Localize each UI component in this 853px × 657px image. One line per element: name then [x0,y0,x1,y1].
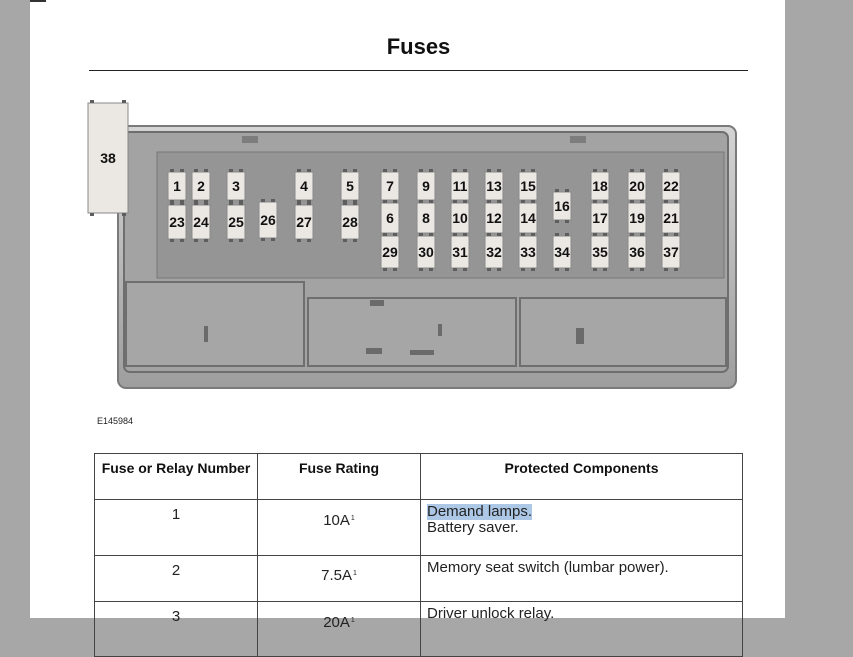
fuse-26 [259,199,277,241]
fuse-contact [194,239,198,242]
fuse-contact [353,169,357,172]
fuse-contact [383,200,387,203]
fuse-contact [122,213,126,216]
fuse-contact [664,268,668,271]
fuse-label: 8 [422,210,430,226]
fuse-contact [297,239,301,242]
fuse-37 [662,233,680,271]
component-text: Driver unlock relay. [427,605,555,622]
fuse-contact [640,268,644,271]
fuse-label: 25 [228,214,244,230]
fuse-label: 6 [386,210,394,226]
fuse-contact [343,202,347,205]
fuse-contact [674,200,678,203]
fuse-label: 36 [629,244,645,260]
fuse-label: 31 [452,244,468,260]
fuse-contact [297,169,301,172]
fuse-15 [519,169,537,203]
fuse-label: 17 [592,210,608,226]
fuse-contact [393,268,397,271]
fuse-contact [429,200,433,203]
table-row [95,602,743,657]
fuse-contact [393,233,397,236]
fuse-17 [591,200,609,236]
header-fuse-rating: Fuse Rating [258,454,421,500]
fuse-contact [229,169,233,172]
fuse-18 [591,169,609,203]
fuse-label: 16 [554,198,570,214]
fuse-label: 29 [382,244,398,260]
fuse-19 [628,200,646,236]
fuse-contact [419,200,423,203]
fuse-contact [194,202,198,205]
fuse-contact [630,200,634,203]
fuse-label: 12 [486,210,502,226]
fuse-contact [531,200,535,203]
fuse-contact [180,239,184,242]
fuse-label: 5 [346,178,354,194]
fuse-table [94,453,743,657]
fuse-contact [170,239,174,242]
fuse-7 [381,169,399,203]
fuse-27 [295,202,313,242]
fuse-rating: $7.5A^1$ [258,556,421,602]
fuse-contact [194,169,198,172]
fuse-contact [453,200,457,203]
title-divider [89,70,748,71]
fuse-contact [297,202,301,205]
manual-page [30,0,785,631]
fuse-36 [628,233,646,271]
fuse-label: 2 [197,178,205,194]
fuse-contact [239,169,243,172]
fuse-contact [555,189,559,192]
fuse-contact [419,169,423,172]
fuse-label: 24 [193,214,209,230]
fuse-contact [261,238,265,241]
fuse-12 [485,200,503,236]
fuse-contact [674,268,678,271]
fuse-contact [343,239,347,242]
fuse-21 [662,200,680,236]
fuse-label: 1 [173,178,181,194]
fuse-contact [487,268,491,271]
fuse-contact [463,233,467,236]
fuse-contact [307,239,311,242]
fuse-25 [227,202,245,242]
fuse-contact [239,202,243,205]
fuse-contact [674,233,678,236]
header-protected-components: Protected Components [421,454,743,500]
fuse-contact [463,169,467,172]
fuse-3 [227,169,245,203]
fuse-9 [417,169,435,203]
fuse-24 [192,202,210,242]
fuse-contact [531,268,535,271]
fuse-10 [451,200,469,236]
fuse-contact [674,169,678,172]
fuse-contact [487,169,491,172]
fuse-contact [531,233,535,236]
fuse-23 [168,202,186,242]
page-title: Fuses [386,34,451,59]
fuse-contact [593,233,597,236]
fuse-contact [429,169,433,172]
fuse-label: 3 [232,178,240,194]
fuse-label: 7 [386,178,394,194]
fuse-contact [307,202,311,205]
fuse-contact [383,169,387,172]
protected-components [421,556,743,602]
fuse-label: 33 [520,244,536,260]
fuse-label: 23 [169,214,185,230]
fuse-contact [521,169,525,172]
fuse-label: 10 [452,210,468,226]
fuse-contact [497,233,501,236]
fuse-14 [519,200,537,236]
fuse-contact [383,268,387,271]
fuse-label: 22 [663,178,679,194]
fuse-contact [640,169,644,172]
fuse-contact [593,200,597,203]
footnote-mark: 1 [352,570,357,577]
fuse-8 [417,200,435,236]
fuse-label: 28 [342,214,358,230]
fuse-contact [393,200,397,203]
fuse-2 [192,169,210,203]
fuse-contact [453,169,457,172]
fuse-contact [239,239,243,242]
fuse-contact [180,202,184,205]
fuse-label: 20 [629,178,645,194]
fuse-contact [630,233,634,236]
fuse-contact [90,213,94,216]
fuse-label: 13 [486,178,502,194]
fuse-number: 2 [95,556,258,602]
page-edge-mark [30,0,46,2]
component-text: Battery saver. [427,519,519,536]
fuse-35 [591,233,609,271]
fuse-contact [429,233,433,236]
protected-components [421,500,743,556]
fuse-contact [531,169,535,172]
fuse-contact [170,202,174,205]
table-row [95,556,743,602]
table-row [95,500,743,556]
fuse-16 [553,189,571,223]
component-text: Memory seat switch (lumbar power). [427,559,669,576]
figure-id: E145984 [97,416,134,426]
protected-components [421,602,743,657]
fuse-13 [485,169,503,203]
fuse-label: 32 [486,244,502,260]
fuse-22 [662,169,680,203]
fuse-contact [204,169,208,172]
fuse-34 [553,233,571,271]
fuse-contact [204,202,208,205]
fuse-32 [485,233,503,271]
fuse-contact [555,268,559,271]
fuse-contact [555,233,559,236]
fuse-label: 30 [418,244,434,260]
footnote-mark: 1 [350,617,355,624]
fuse-contact [204,239,208,242]
fuse-contact [229,202,233,205]
fuse-label: 27 [296,214,312,230]
fuse-contact [593,169,597,172]
fuse-number: 1 [95,500,258,556]
fuse-contact [271,238,275,241]
fuse-30 [417,233,435,271]
fuse-rating: $20A^1$ [258,602,421,657]
fuse-contact [603,200,607,203]
fuse-29 [381,233,399,271]
fuse-33 [519,233,537,271]
fuse-1 [168,169,186,203]
fuse-label: 37 [663,244,679,260]
fuse-contact [521,268,525,271]
fuse-11 [451,169,469,203]
fuse-contact [343,169,347,172]
fuse-contact [393,169,397,172]
fuse-6 [381,200,399,236]
fuse-contact [603,169,607,172]
fuse-contact [664,169,668,172]
fuse-contact [463,268,467,271]
fuse-label: 35 [592,244,608,260]
fuse-contact [640,200,644,203]
fuse-contact [487,200,491,203]
fuse-contact [521,200,525,203]
fuse-contact [664,233,668,236]
fuse-label: 15 [520,178,536,194]
fuse-contact [429,268,433,271]
fuse-panel-svg [100,122,736,390]
fuse-contact [640,233,644,236]
fuse-31 [451,233,469,271]
fuse-28 [341,202,359,242]
fuse-contact [180,169,184,172]
fuse-contact [170,169,174,172]
fuse-label: 4 [300,178,308,194]
fuse-20 [628,169,646,203]
fuse-38 [88,100,128,216]
fuse-4 [295,169,313,203]
fuse-label: 19 [629,210,645,226]
footnote-mark: 1 [350,515,355,522]
fuse-contact [603,233,607,236]
fuse-panel-diagram [100,122,736,390]
fuse-label: 14 [520,210,536,226]
fuse-contact [271,199,275,202]
fuse-contact [453,233,457,236]
fuse-contact [497,200,501,203]
fuse-label: 11 [452,178,468,194]
fuse-label: 18 [592,178,608,194]
fuse-contact [664,200,668,203]
fuse-contact [353,239,357,242]
table-header-row [95,454,743,500]
fuse-number: 3 [95,602,258,657]
fuse-label: 26 [260,212,276,228]
fuse-contact [565,189,569,192]
fuse-contact [497,268,501,271]
fuse-label: 21 [663,210,679,226]
fuse-contact [630,169,634,172]
header-fuse-number: Fuse or Relay Number [95,454,258,500]
fuse-contact [419,233,423,236]
fuse-contact [487,233,491,236]
fuse-contact [565,233,569,236]
fuse-contact [122,100,126,103]
fuse-contact [521,233,525,236]
fuse-contact [90,100,94,103]
fuse-contact [630,268,634,271]
fuse-rating: $10A^1$ [258,500,421,556]
fuse-contact [565,220,569,223]
fuse-label: 9 [422,178,430,194]
fuse-contact [383,233,387,236]
fuse-contact [463,200,467,203]
fuse-label: 38 [100,150,116,166]
fuse-contact [261,199,265,202]
fuse-contact [229,239,233,242]
fuse-5 [341,169,359,203]
fuse-contact [307,169,311,172]
fuse-contact [555,220,559,223]
fuse-contact [565,268,569,271]
fuse-contact [603,268,607,271]
fuse-contact [353,202,357,205]
fuse-contact [497,169,501,172]
fuse-label: 34 [554,244,570,260]
fuse-contact [453,268,457,271]
selected-text[interactable]: Demand lamps. [427,503,533,520]
fuse-contact [419,268,423,271]
fuse-contact [593,268,597,271]
